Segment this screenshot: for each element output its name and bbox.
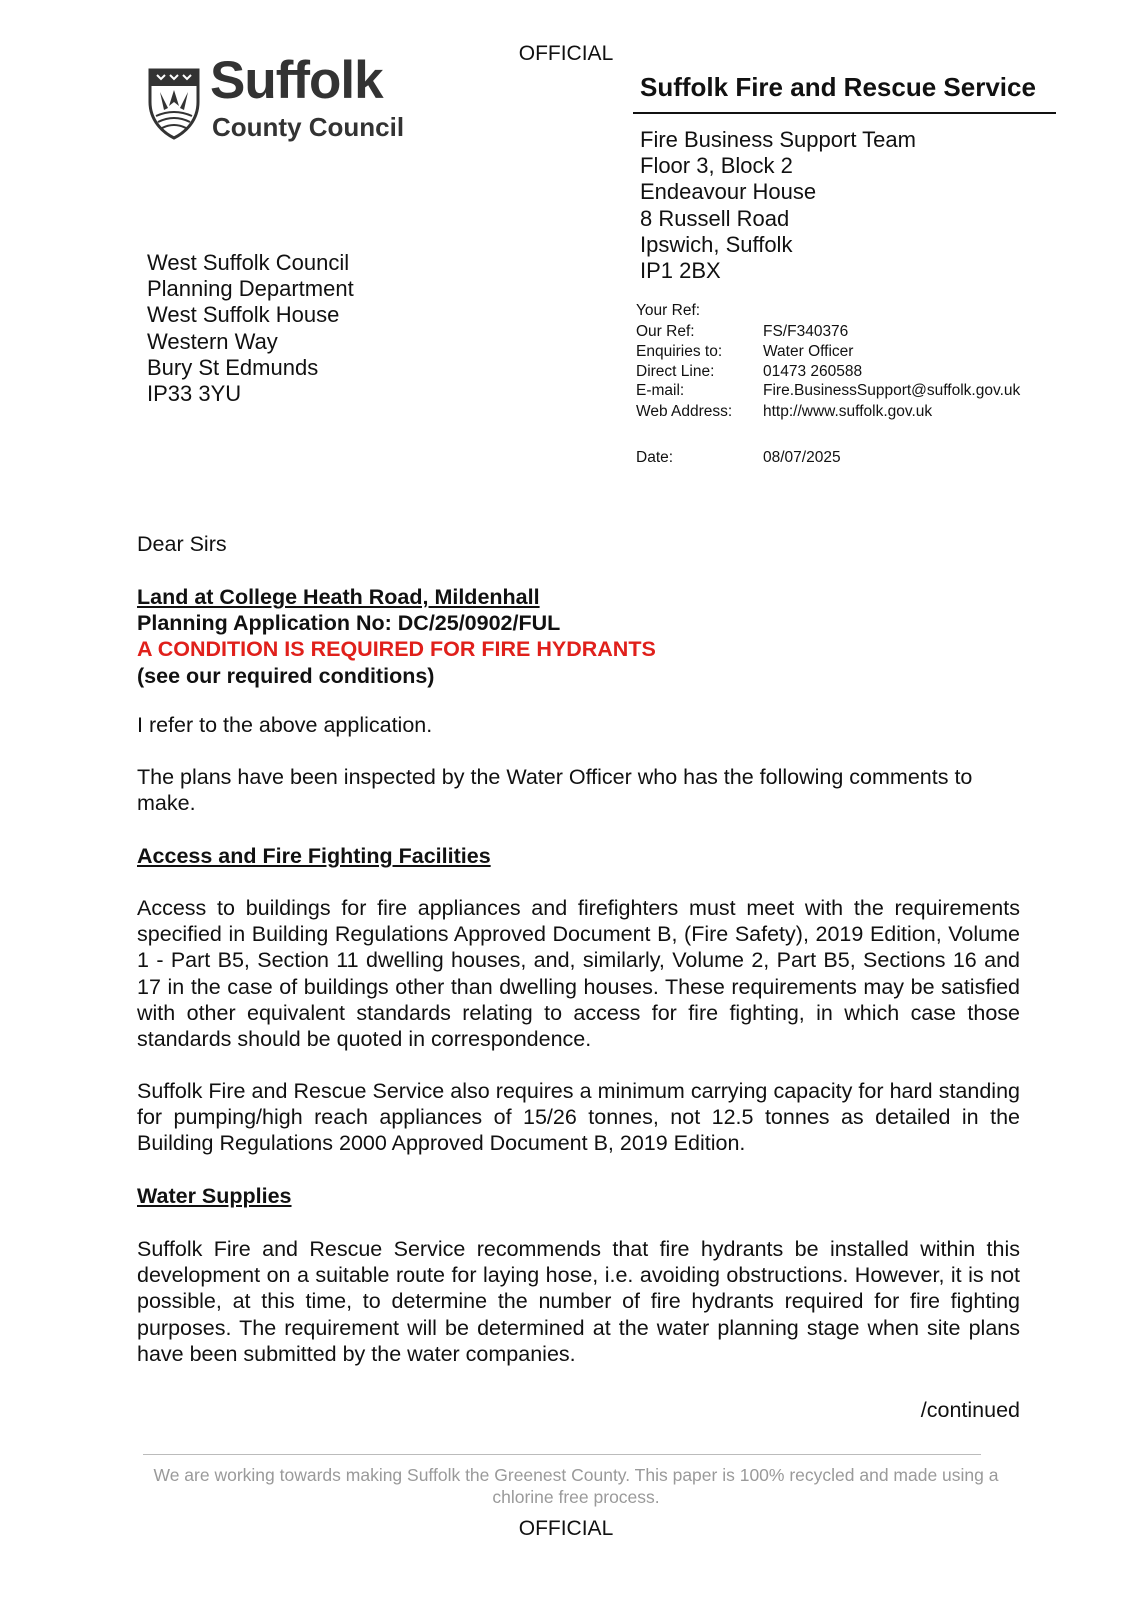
ref-row-web xyxy=(636,403,1020,424)
continued-marker: /continued xyxy=(920,1398,1020,1422)
ref-label: Our Ref: xyxy=(636,322,695,340)
email-link[interactable]: Fire.BusinessSupport@suffolk.gov.uk xyxy=(763,382,1021,399)
ref-label: Enquiries to: xyxy=(636,343,723,360)
water-paragraph: Suffolk Fire and Rescue Service recommends that fire hydrants be installed within this development on a suitable route for laying hose, i.e. avoiding obstructions. However, it is not possible, at this time, to determine the number of fire hydrants required for fire fighting purposes. The requirement will be determined at the water planning stage when site plans have been submitted by the water companies. xyxy=(137,1237,1020,1366)
recipient-address xyxy=(147,250,354,407)
sender-address-line: Fire Business Support Team xyxy=(640,127,916,152)
inspection-paragraph: The plans have been inspected by the Water Officer who has the following comments to make. xyxy=(137,765,973,816)
ref-label: Date: xyxy=(636,449,674,466)
ref-row-email xyxy=(636,382,1020,403)
condition-alert: A CONDITION IS REQUIRED FOR FIRE HYDRANTS xyxy=(137,637,656,662)
ref-row-our-ref xyxy=(636,323,1020,344)
intro-paragraph: I refer to the above application. xyxy=(137,713,433,737)
sender-address-line: Floor 3, Block 2 xyxy=(640,153,793,179)
classification-bottom: OFFICIAL xyxy=(518,1517,614,1540)
recipient-address-line: West Suffolk House xyxy=(147,302,340,328)
ref-value: 08/07/2025 xyxy=(763,449,841,466)
recipient-address-line: West Suffolk Council xyxy=(147,250,350,275)
ref-label: E-mail: xyxy=(636,382,685,399)
subject-block xyxy=(137,584,1020,689)
classification-top: OFFICIAL xyxy=(518,42,614,65)
reference-block xyxy=(636,302,1020,470)
header-rule xyxy=(633,112,1056,114)
ref-value: 01473 260588 xyxy=(763,362,863,380)
see-conditions: (see our required conditions) xyxy=(137,663,435,688)
ref-label: Web Address: xyxy=(636,402,733,420)
ref-value: Water Officer xyxy=(763,343,854,360)
ref-row-direct-line xyxy=(636,363,1020,383)
crest-icon xyxy=(146,66,202,140)
ref-label: Direct Line: xyxy=(636,362,715,380)
web-link[interactable]: http://www.suffolk.gov.uk xyxy=(763,402,933,420)
sender-address-line: Endeavour House xyxy=(640,179,817,205)
access-paragraph: Access to buildings for fire appliances and firefighters must meet with the requirements specified in Building Regulations Approved Document B, (Fire Safety), 2019 Edition, Volume 1 - Part B5, Section 11 dwelling houses, and, similarly, Volume 2, Part B5, Sections 16 and 17 in the case of buildings other than dwelling houses. These requirements may be satisfied with other equivalent standards relating to access for fire fighting, in which case those standards should be quoted in correspondence. xyxy=(137,896,1020,1052)
logo-wordmark: Suffolk xyxy=(210,51,383,110)
water-heading: Water Supplies xyxy=(137,1184,292,1208)
sender-address-line: 8 Russell Road xyxy=(640,205,790,231)
footer-note: We are working towards making Suffolk the Greenest County. This paper is 100% recycled and made using a chlorine free process. xyxy=(153,1465,999,1507)
sender-address xyxy=(640,127,916,284)
ref-row-your-ref xyxy=(636,302,1020,323)
sender-address-line: Ipswich, Suffolk xyxy=(640,231,793,257)
service-name: Suffolk Fire and Rescue Service xyxy=(640,72,1036,102)
footer-divider xyxy=(143,1454,981,1455)
ref-row-date xyxy=(636,449,1020,470)
ref-value: FS/F340376 xyxy=(763,322,849,340)
recipient-address-line: IP33 3YU xyxy=(147,381,242,407)
recipient-address-line: Western Way xyxy=(147,328,278,354)
ref-label: Your Ref: xyxy=(636,302,701,319)
sender-address-line: IP1 2BX xyxy=(640,258,721,284)
application-number: Planning Application No: DC/25/0902/FUL xyxy=(137,611,561,636)
access-heading: Access and Fire Fighting Facilities xyxy=(137,844,491,868)
logo-subtitle: County Council xyxy=(212,112,405,142)
recipient-address-line: Planning Department xyxy=(147,276,354,302)
recipient-address-line: Bury St Edmunds xyxy=(147,354,319,380)
site-heading: Land at College Heath Road, Mildenhall xyxy=(137,585,540,609)
suffolk-logo xyxy=(146,51,406,142)
salutation: Dear Sirs xyxy=(137,532,227,556)
ref-row-enquiries xyxy=(636,343,1020,363)
capacity-paragraph: Suffolk Fire and Rescue Service also requires a minimum carrying capacity for hard standing for pumping/high reach appliances of 15/26 tonnes, not 12.5 tonnes as detailed in the Building Regulations 2000 Approved Document B, 2019 Edition. xyxy=(137,1079,1020,1156)
